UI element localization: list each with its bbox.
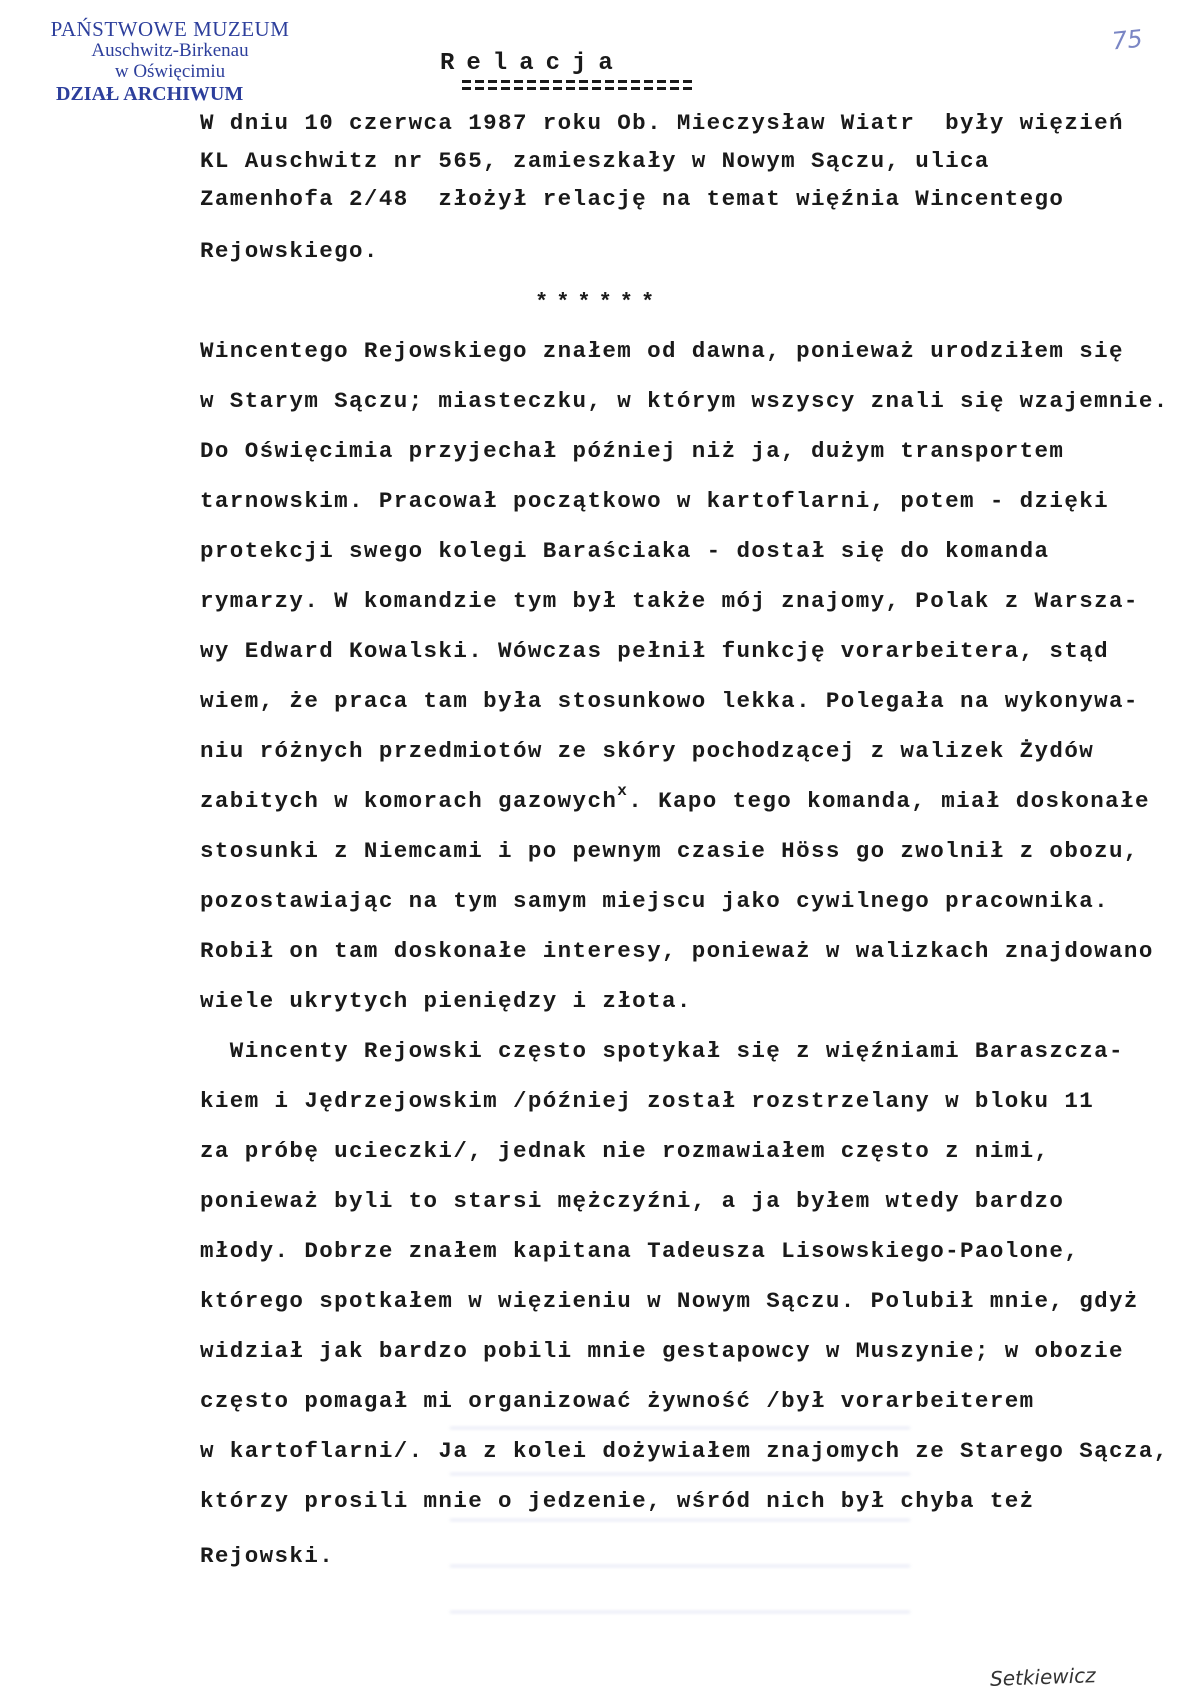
text-line: Robił on tam doskonałe interesy, ponieważ w walizkach znajdowano <box>200 938 1154 964</box>
text-line: pozostawiając na tym samym miejscu jako cywilnego pracownika. <box>200 888 1110 914</box>
text-segment: zabitych w komorach gazowych <box>200 788 618 814</box>
text-line: Rejowskiego. <box>200 238 379 264</box>
page-number: 75 <box>1110 24 1144 56</box>
stamp-line: w Oświęcimiu <box>114 60 226 82</box>
footnote-mark: x <box>617 782 629 800</box>
text-segment: . Kapo tego komanda, miał doskonałe <box>628 788 1150 814</box>
stamp-line: PAŃSTWOWE MUZEUM <box>50 17 290 41</box>
text-line: którzy prosili mnie o jedzenie, wśród nich był chyba też <box>200 1488 1035 1514</box>
stamp-line: DZIAŁ ARCHIWUM <box>56 82 244 105</box>
text-line: w kartoflarni/. Ja z kolei dożywiałem znajomych ze Starego Sącza, <box>200 1438 1169 1464</box>
text-line: za próbę ucieczki/, jednak nie rozmawiałem często z nimi, <box>200 1138 1050 1164</box>
handwritten-signature: Setkiewicz <box>989 1663 1097 1691</box>
text-line: W dniu 10 czerwca 1987 roku Ob. Mieczysław Wiatr były więzień <box>200 110 1124 136</box>
text-line: młody. Dobrze znałem kapitana Tadeusza Lisowskiego-Paolone, <box>200 1238 1080 1264</box>
text-line: którego spotkałem w więzieniu w Nowym Sączu. Polubił mnie, gdyż <box>200 1288 1139 1314</box>
text-line: wiele ukrytych pieniędzy i złota. <box>200 988 692 1014</box>
text-line <box>200 782 1150 814</box>
text-line: widział jak bardzo pobili mnie gestapowcy w Muszynie; w obozie <box>200 1338 1124 1364</box>
text-line: Rejowski. <box>200 1543 335 1569</box>
stamp-line: Auschwitz-Birkenau <box>91 40 249 62</box>
text-line: rymarzy. W komandzie tym był także mój znajomy, Polak z Warsza- <box>200 588 1139 614</box>
document-title: Relacja <box>440 50 625 77</box>
text-line: ponieważ byli to starsi mężczyźni, a ja byłem wtedy bardzo <box>200 1188 1065 1214</box>
text-line: Wincentego Rejowskiego znałem od dawna, ponieważ urodziłem się <box>200 338 1124 364</box>
title-underline <box>462 80 692 90</box>
text-line: Zamenhofa 2/48 złożył relację na temat więźnia Wincentego <box>200 186 1065 212</box>
text-line: Do Oświęcimia przyjechał później niż ja, dużym transportem <box>200 438 1065 464</box>
text-line: często pomagał mi organizować żywność /był vorarbeiterem <box>200 1388 1035 1414</box>
text-line: Wincenty Rejowski często spotykał się z więźniami Baraszcza- <box>200 1038 1124 1064</box>
faint-stamp-imprint <box>450 1395 910 1635</box>
text-line: niu różnych przedmiotów ze skóry pochodzącej z walizek Żydów <box>200 738 1095 764</box>
text-line: protekcji swego kolegi Baraściaka - dostał się do komanda <box>200 538 1050 564</box>
text-line: wiem, że praca tam była stosunkowo lekka. Polegała na wykonywa- <box>200 688 1139 714</box>
text-line: kiem i Jędrzejowskim /później został rozstrzelany w bloku 11 <box>200 1088 1095 1114</box>
text-line: tarnowskim. Pracował początkowo w kartoflarni, potem - dzięki <box>200 488 1110 514</box>
archive-stamp <box>30 18 310 105</box>
text-line: stosunki z Niemcami i po pewnym czasie Höss go zwolnił z obozu, <box>200 838 1139 864</box>
text-line: KL Auschwitz nr 565, zamieszkały w Nowym Sączu, ulica <box>200 148 990 174</box>
text-line: wy Edward Kowalski. Wówczas pełnił funkcję vorarbeitera, stąd <box>200 638 1110 664</box>
text-line: w Starym Sączu; miasteczku, w którym wszyscy znali się wzajemnie. <box>200 388 1169 414</box>
section-separator: ****** <box>535 290 663 315</box>
